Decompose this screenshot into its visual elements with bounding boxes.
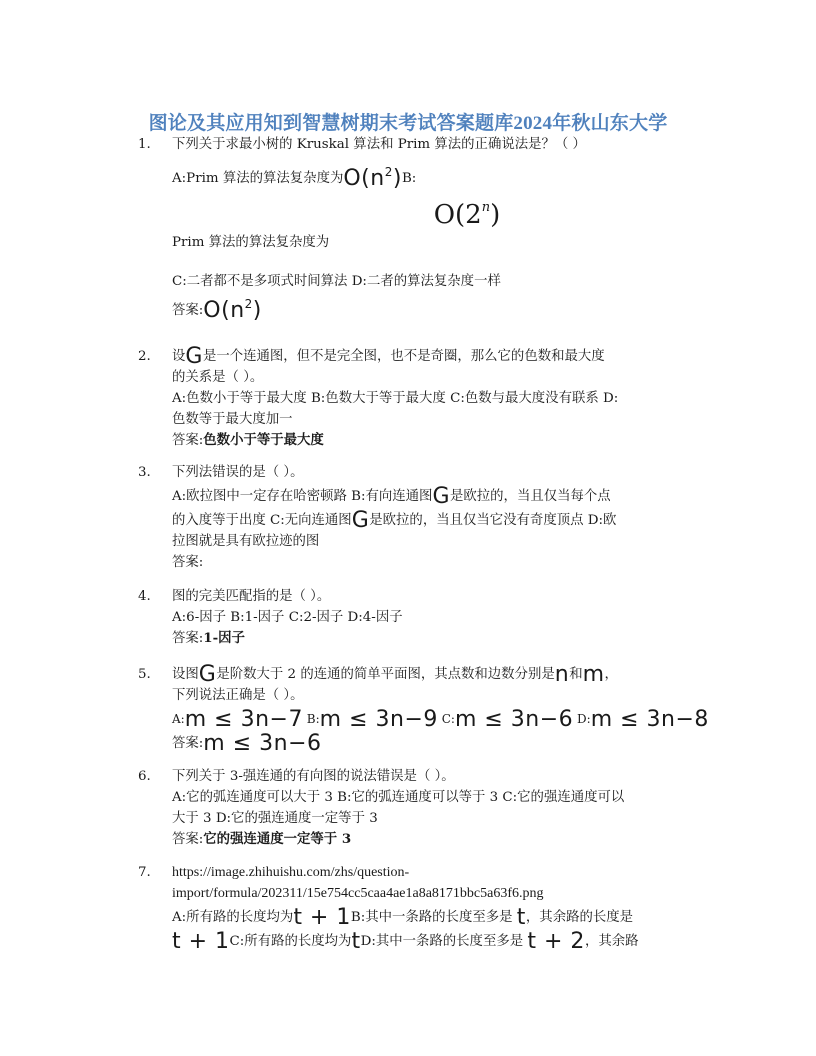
formula-t-plus-1: t + 1 — [172, 929, 230, 954]
question-3 — [138, 462, 698, 573]
formula-g: G — [432, 484, 450, 509]
formula-option-b: m ≤ 3n−9 — [319, 707, 438, 732]
answer-text: 色数小于等于最大度 — [203, 432, 324, 448]
answer-line — [172, 552, 698, 573]
answer-label: 答案: — [172, 631, 204, 646]
options-line-2: 的入度等于出度 C:无向连通图G是欧拉的，当且仅当它没有奇度顶点 D:欧 — [172, 508, 617, 533]
question-stem: 下列关于求最小树的 Kruskal 算法和 Prim 算法的正确说法是？（ ） — [172, 137, 586, 152]
formula-g: G — [351, 508, 370, 533]
formula-o-n2: $O(n^2)$ — [343, 165, 402, 191]
options-line-2: t + 1C:所有路的长度均为tD:其中一条路的长度至多是 t + 2，其余路 — [172, 929, 639, 954]
question-7 — [138, 862, 698, 952]
page-title: 图论及其应用知到智慧树期末考试答案题库2024年秋山东大学 — [148, 113, 668, 134]
answer-label: 答案: — [172, 736, 204, 751]
formula-option-a: m ≤ 3n−7 — [184, 707, 303, 732]
question-stem: 设G是一个连通图，但不是完全图，也不是奇圈，那么它的色数和最大度 — [172, 344, 605, 369]
question-stem: 下列关于 3-强连通的有向图的说法错误是（ ）。 — [172, 769, 455, 784]
answer-formula: m ≤ 3n−6 — [203, 731, 322, 756]
formula-t-plus-1: t + 1 — [293, 905, 351, 930]
question-number: 7. — [138, 865, 151, 880]
answer-label: 答案: — [172, 303, 204, 318]
option-a-label: A:Prim 算法的算法复杂度为 — [172, 171, 344, 186]
question-stem: 图的完美匹配指的是（ ）。 — [172, 589, 331, 604]
question-stem: 下列法错误的是（ ）。 — [172, 465, 304, 480]
options-line-2: 色数等于最大度加一 — [172, 412, 293, 427]
options-line: A:m ≤ 3n−7 B:m ≤ 3n−9 C:m ≤ 3n−6 D:m ≤ 3n−8 — [172, 707, 709, 732]
formula-t: t — [516, 905, 526, 930]
formula-t-plus-2: t + 2 — [527, 929, 585, 954]
question-6 — [138, 766, 698, 850]
answer-text: 它的强连通度一定等于 3 — [203, 831, 352, 847]
question-number: 6. — [138, 769, 151, 784]
question-2 — [138, 346, 698, 451]
answer-text: 1-因子 — [203, 630, 245, 646]
answer-line — [172, 733, 698, 754]
answer-line — [172, 628, 698, 649]
formula-g: G — [198, 662, 217, 687]
option-b-text: Prim 算法的算法复杂度为 — [172, 235, 330, 250]
question-stem-cont: 下列说法正确是（ ）。 — [172, 688, 304, 703]
formula-g: G — [185, 344, 203, 369]
options-line-3: 拉图就是具有欧拉迹的图 — [172, 534, 320, 549]
options-line-2: 大于 3 D:它的强连通度一定等于 3 — [172, 811, 378, 826]
question-image-url-cont: import/formula/202311/15e754cc5caa4ae1a8a8171bbc5a63f6.png — [172, 886, 544, 901]
question-number: 5. — [138, 667, 151, 682]
option-line — [172, 162, 698, 189]
answer-line — [172, 430, 698, 451]
answer-formula: $O(n^2)$ — [203, 297, 262, 323]
options-line: A:6-因子 B:1-因子 C:2-因子 D:4-因子 — [172, 610, 403, 625]
options-line-1: A:所有路的长度均为t + 1B:其中一条路的长度至多是 t，其余路的长度是 — [172, 905, 634, 930]
question-image-url: https://image.zhihuishu.com/zhs/question- — [172, 865, 410, 880]
formula-n: n — [554, 662, 570, 687]
question-number: 4. — [138, 589, 151, 604]
answer-label: 答案: — [172, 832, 204, 847]
answer-line — [172, 294, 698, 321]
options-line-1: A:色数小于等于最大度 B:色数大于等于最大度 C:色数与最大度没有联系 D: — [172, 391, 619, 406]
option-b-label: B: — [401, 171, 417, 186]
question-stem-cont: 的关系是（ ）。 — [172, 370, 264, 385]
formula-option-c: m ≤ 3n−6 — [454, 707, 574, 732]
question-number: 3. — [138, 465, 151, 480]
question-5 — [138, 662, 709, 756]
answer-label: 答案: — [172, 433, 204, 448]
answer-label: 答案: — [172, 555, 204, 570]
question-1 — [138, 134, 698, 321]
formula-t: t — [351, 929, 361, 954]
formula-m: m — [582, 662, 605, 687]
formula-option-d: m ≤ 3n−8 — [590, 707, 709, 732]
question-stem: 设图G是阶数大于 2 的连通的简单平面图，其点数和边数分别是n和m， — [172, 662, 618, 687]
answer-line — [172, 829, 698, 850]
question-number: 1. — [138, 137, 151, 152]
options-line-1: A:欧拉图中一定存在哈密顿路 B:有向连通图G是欧拉的，当且仅当每个点 — [172, 484, 611, 509]
question-4 — [138, 586, 698, 649]
question-number: 2. — [138, 349, 151, 364]
option-cd: C:二者都不是多项式时间算法 D:二者的算法复杂度一样 — [172, 274, 501, 289]
options-line-1: A:它的弧连通度可以大于 3 B:它的弧连通度可以等于 3 C:它的强连通度可以 — [172, 790, 625, 805]
formula-o-2n: O(2$^n$) — [433, 200, 501, 230]
